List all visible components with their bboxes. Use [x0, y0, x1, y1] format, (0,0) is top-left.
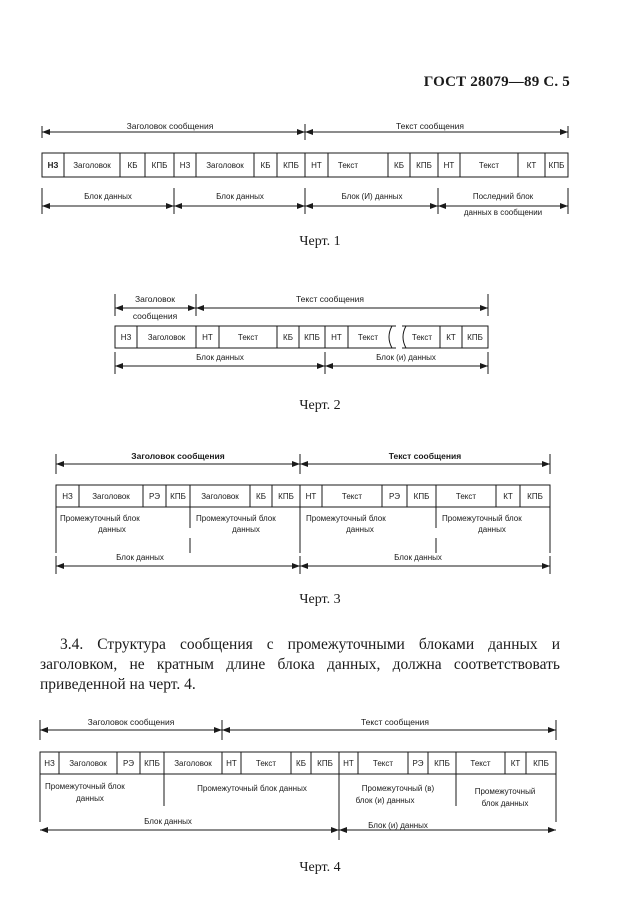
page-header: ГОСТ 28079—89 С. 5: [423, 74, 570, 90]
fig4-middle-label: Промежуточный (в): [361, 784, 435, 793]
fig2-heading-label: Заголовок: [135, 294, 175, 304]
fig1-caption: Черт. 1: [299, 234, 341, 249]
fig3-middle-label: данных: [478, 525, 506, 534]
fig2-block-label: Блок данных: [196, 353, 244, 362]
fig4-cell: Текст: [470, 759, 491, 768]
fig3-cell: КПБ: [278, 492, 294, 501]
fig4-cell: Текст: [255, 759, 277, 768]
fig3-cell: Заголовок: [201, 492, 239, 501]
fig4-cell: КПБ: [144, 759, 160, 768]
fig3-cell: Текст: [455, 492, 477, 501]
fig1-cell: НТ: [443, 161, 455, 170]
fig3-cell: Текст: [341, 492, 363, 501]
fig4-cell: КБ: [296, 759, 306, 768]
fig3-text-label: Текст сообщения: [388, 451, 462, 461]
fig3-heading-label: Заголовок сообщения: [131, 451, 225, 461]
section-3-4-paragraph: 3.4. Структура сообщения с промежуточными блоками данных и заголовком, не кратным длине блока данных, должна соответствовать приведенной на черт. 4.: [40, 636, 560, 693]
fig1-cell: НЗ: [179, 161, 191, 170]
fig1-text-label: Текст сообщения: [395, 121, 465, 131]
fig3-cell: Заголовок: [92, 492, 130, 501]
fig2-block-label: Блок (и) данных: [376, 353, 436, 362]
fig1-heading-label: Заголовок сообщения: [126, 121, 214, 131]
fig2-cell: НТ: [331, 333, 342, 342]
fig3-middle-label: Промежуточный блок: [442, 514, 522, 523]
fig4-middle-label: блок данных: [481, 799, 529, 808]
fig4-text-label: Текст сообщения: [360, 717, 430, 727]
fig3-middle-label: данных: [346, 525, 374, 534]
fig1-block-label: данных в сообщении: [463, 208, 543, 217]
fig1-block-label: Блок (И) данных: [341, 192, 403, 201]
fig1-block-label: Последний блок: [472, 192, 534, 201]
fig4-cell: КТ: [510, 759, 521, 768]
fig4-cell: КПБ: [533, 759, 549, 768]
fig3-middle-label: Промежуточный блок: [196, 514, 276, 523]
fig4-block-label: Блок (и) данных: [368, 821, 428, 830]
fig1-cell: КТ: [526, 161, 537, 170]
fig4-cell: РЭ: [412, 759, 424, 768]
fig3-cell: КПБ: [170, 492, 186, 501]
fig2-cell: КТ: [446, 333, 456, 342]
fig1-block-label: Блок данных: [216, 192, 264, 201]
fig4-cell: НТ: [226, 759, 237, 768]
fig3-cell: КБ: [256, 492, 266, 501]
fig3-block-label: Блок данных: [394, 553, 442, 562]
fig1-cell: КПБ: [416, 161, 432, 170]
fig3-cell: КТ: [503, 492, 513, 501]
fig4-caption: Черт. 4: [299, 860, 341, 875]
fig2-cell: НТ: [202, 333, 213, 342]
fig1-cell: КПБ: [283, 161, 299, 170]
fig4-middle-label: Промежуточный блок данных: [197, 784, 307, 793]
fig2-cell: КБ: [283, 333, 293, 342]
figure-1-diagram: [0, 118, 640, 218]
figure-4-diagram: [0, 714, 640, 844]
fig4-cell: РЭ: [122, 759, 135, 768]
fig4-middle-label: Промежуточный блок: [45, 782, 125, 791]
fig1-cell: Заголовок: [73, 161, 111, 170]
fig3-middle-label: данных: [232, 525, 260, 534]
fig2-heading-label: сообщения: [132, 311, 178, 321]
fig3-block-label: Блок данных: [116, 553, 164, 562]
fig4-cell: КПБ: [317, 759, 333, 768]
fig2-cell: Текст: [411, 333, 433, 342]
fig3-cell: НТ: [305, 492, 317, 501]
fig2-cell: Заголовок: [147, 333, 186, 342]
fig3-caption: Черт. 3: [299, 592, 341, 607]
fig4-block-label: Блок данных: [144, 817, 192, 826]
fig3-cell: РЭ: [388, 492, 401, 501]
fig1-cell: Текст: [478, 161, 500, 170]
fig1-cell: Заголовок: [206, 161, 244, 170]
fig1-cell: КПБ: [151, 161, 168, 170]
fig4-middle-label: блок (и) данных: [355, 796, 415, 805]
fig4-heading-label: Заголовок сообщения: [87, 717, 175, 727]
fig1-cell: НЗ: [47, 161, 59, 170]
fig4-cell: Заголовок: [69, 759, 107, 768]
fig3-middle-label: данных: [98, 525, 126, 534]
fig2-cell: КПБ: [304, 333, 320, 342]
fig1-cell: КПБ: [548, 161, 565, 170]
fig4-cell: НЗ: [44, 759, 55, 768]
fig2-caption: Черт. 2: [299, 398, 341, 413]
fig2-cell: НЗ: [120, 333, 132, 342]
fig3-middle-label: Промежуточный блок: [60, 514, 140, 523]
fig4-middle-label: данных: [76, 794, 104, 803]
fig4-cell: Заголовок: [174, 759, 212, 768]
fig1-block-label: Блок данных: [84, 192, 132, 201]
fig2-text-label: Текст сообщения: [295, 294, 365, 304]
fig3-middle-label: Промежуточный блок: [306, 514, 386, 523]
fig3-cell: НЗ: [62, 492, 73, 501]
fig1-cell: КБ: [260, 161, 271, 170]
fig2-cell: Текст: [357, 333, 379, 342]
fig3-cell: КПБ: [527, 492, 543, 501]
fig3-cell: РЭ: [148, 492, 161, 501]
fig4-middle-label: Промежуточный: [474, 787, 536, 796]
fig3-cell: КПБ: [413, 492, 430, 501]
figure-3-diagram: [0, 448, 640, 578]
fig1-cell: КБ: [127, 161, 138, 170]
fig2-cell: Текст: [237, 333, 259, 342]
figure-2-diagram: [0, 290, 640, 390]
fig1-cell: Текст: [337, 161, 359, 170]
fig2-cell: КПБ: [467, 333, 483, 342]
fig1-cell: НТ: [311, 161, 322, 170]
fig4-cell: НТ: [343, 759, 354, 768]
fig4-cell: КПБ: [434, 759, 450, 768]
fig1-cell: КБ: [394, 161, 404, 170]
fig4-cell: Текст: [372, 759, 394, 768]
